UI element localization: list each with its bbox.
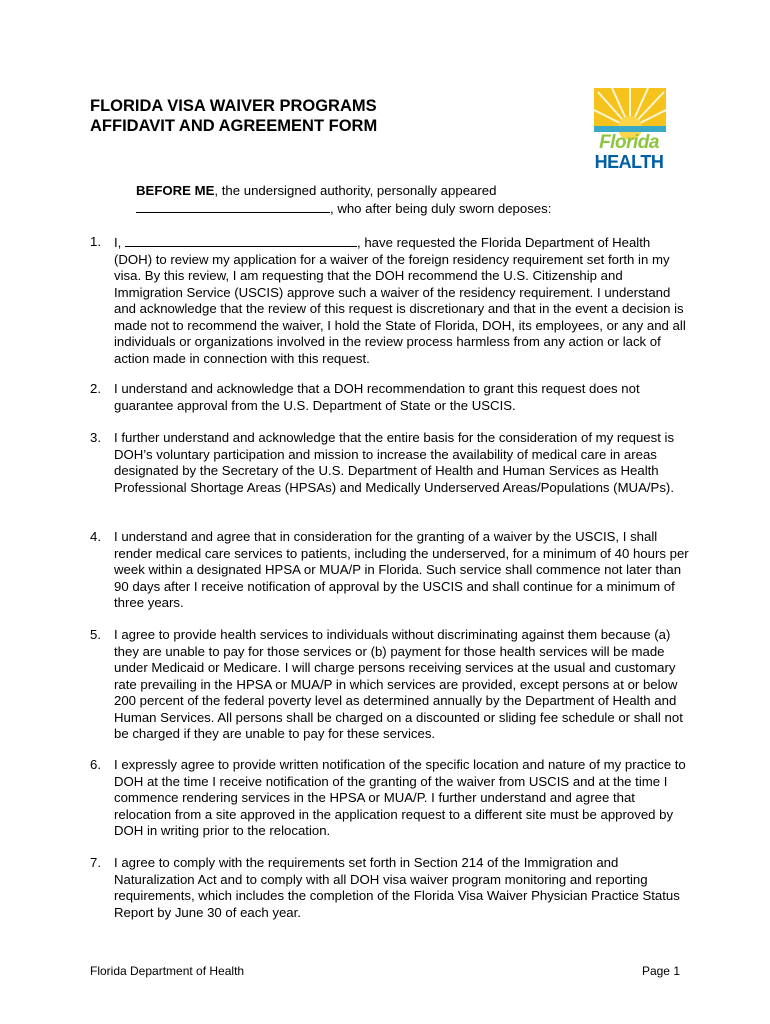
intro-paragraph — [136, 183, 551, 217]
footer-page-number: Page 1 — [641, 964, 680, 978]
list-item-3 — [90, 430, 690, 496]
logo-health-text: HEALTH — [594, 152, 664, 172]
item-text: I understand and agree that in consideration for the granting of a waiver by the USCIS, I shall render medical care services to patients, including the underserved, for a minimum of 40 hours per week within a designated HPSA or MUA/P in Florida. Such service shall commence not later than 90 days after I receive notification of approval by the USCIS and shall continue for a minimum of three years. — [114, 529, 689, 610]
name-blank-field[interactable] — [136, 200, 330, 213]
item-text: I expressly agree to provide written notification of the specific location and nature of my practice to DOH at the time I receive notification of the granting of the waiver from USCIS and at the time I commence rendering services in the HPSA or MUA/P. I further understand and agree that relocation from a site approved in the application request to a different site must be approved by DOH in writing prior to the relocation. — [114, 757, 686, 838]
item-text: I understand and acknowledge that a DOH recommendation to grant this request does not guarantee approval from the U.S. Department of State or the USCIS. — [114, 381, 640, 413]
florida-health-logo — [586, 86, 672, 174]
list-item-5 — [90, 627, 690, 743]
list-item-6 — [90, 757, 690, 840]
logo-florida-text: Florida — [599, 132, 659, 153]
item-number: 3. — [90, 430, 101, 445]
item-lead: I, — [114, 235, 122, 250]
before-me-label: BEFORE ME — [136, 183, 215, 198]
item-number: 2. — [90, 381, 101, 396]
intro-line-2: , who after being duly sworn deposes: — [330, 200, 552, 216]
item-number: 5. — [90, 627, 101, 642]
item-text: I further understand and acknowledge that the entire basis for the consideration of my request is DOH’s voluntary participation and mission to increase the availability of medical care in areas designated by the Secretary of the U.S. Department of Health and Human Services as Health Professional Shortage Areas (HPSAs) and Medically Underserved Areas/Populations (MUA/Ps). — [114, 430, 675, 495]
intro-line-1: , the undersigned authority, personally appeared — [214, 183, 497, 198]
title-line-2: AFFIDAVIT AND AGREEMENT FORM — [90, 117, 378, 135]
item-text: I agree to comply with the requirements set forth in Section 214 of the Immigration and Naturalization Act and to comply with all DOH visa waiver program monitoring and reporting requirements, which includes the completion of the Florida Visa Waiver Physician Practice Status Report by June 30 of each year. — [114, 855, 680, 920]
list-item-7 — [90, 855, 690, 921]
list-item-2 — [90, 381, 690, 414]
item-number: 7. — [90, 855, 101, 870]
footer-org: Florida Department of Health — [90, 964, 245, 978]
applicant-name-blank[interactable] — [125, 234, 357, 247]
item-number: 6. — [90, 757, 101, 772]
list-item-1 — [90, 234, 690, 367]
title-line-1: FLORIDA VISA WAIVER PROGRAMS — [90, 97, 377, 115]
list-item-4 — [90, 529, 690, 612]
item-text: , have requested the Florida Department of Health (DOH) to review my application for a waiver of the foreign residency requirement set forth in my visa. By this review, I am requesting that the DOH recommend the U.S. Citizenship and Immigration Service (USCIS) approve such a waiver of the residency requirement. I understand and acknowledge that the review of this request is discretionary and that in the event a decision is made not to recommend the waiver, I hold the State of Florida, DOH, its employees, or any and all individuals or organizations involved in the review process harmless from any action or lack of action made in connection with this request. — [114, 235, 686, 366]
document-title — [90, 96, 377, 136]
item-number: 4. — [90, 529, 101, 544]
item-text: I agree to provide health services to individuals without discriminating against them because (a) they are unable to pay for those services or (b) payment for those health services will be made under Medicaid or Medicare. I will charge persons receiving services at the usual and customary rate prevailing in the HPSA or MUA/P in which services are provided, except persons at or below 200 percent of the federal poverty level as determined annually by the Department of Health and Human Services. All persons shall be charged on a discounted or sliding fee schedule or shall not be charged if they are unable to pay for these services. — [114, 627, 683, 741]
item-number: 1. — [90, 234, 101, 249]
